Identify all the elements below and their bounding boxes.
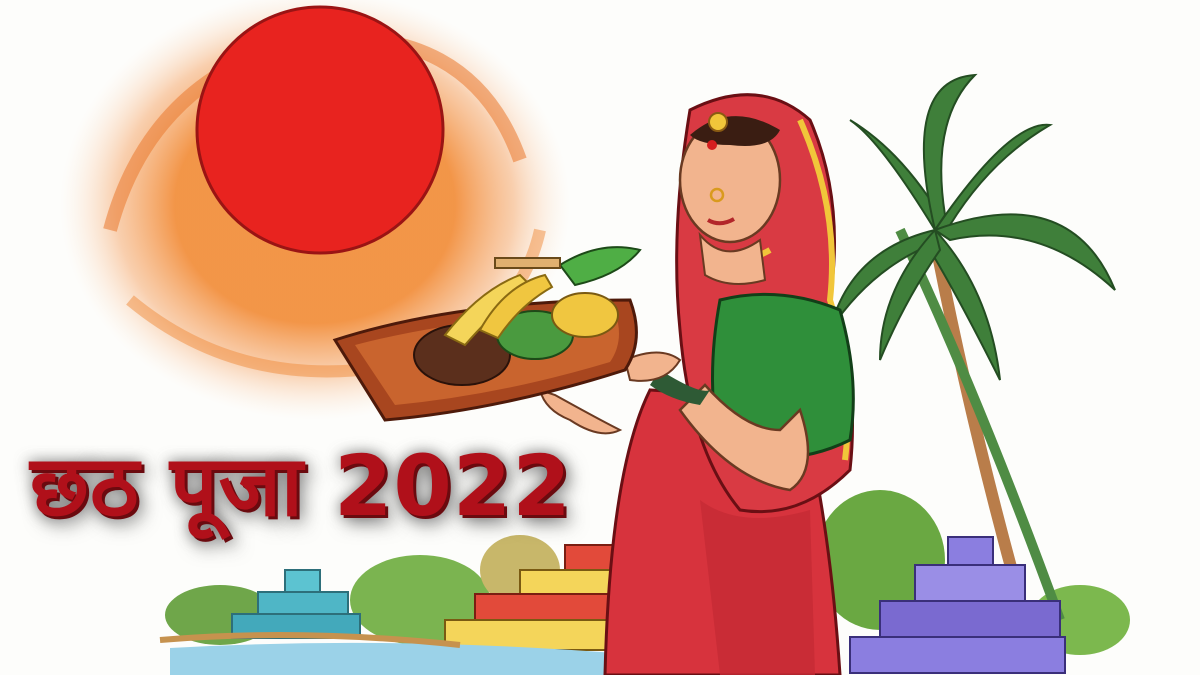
sugarcane-piece	[495, 258, 560, 268]
step	[285, 570, 320, 592]
sun-disc	[197, 7, 443, 253]
step	[948, 537, 993, 565]
palm-frond	[924, 75, 975, 230]
palm-frond	[935, 125, 1050, 230]
leaves	[560, 247, 640, 285]
saree-pleats	[700, 500, 815, 675]
step	[258, 592, 348, 614]
bindi	[707, 140, 717, 150]
step	[850, 637, 1065, 673]
fruit	[552, 293, 618, 337]
festival-title: छठ पूजा 2022	[30, 437, 572, 535]
maang-tikka	[709, 113, 727, 131]
step	[880, 601, 1060, 637]
step	[915, 565, 1025, 601]
